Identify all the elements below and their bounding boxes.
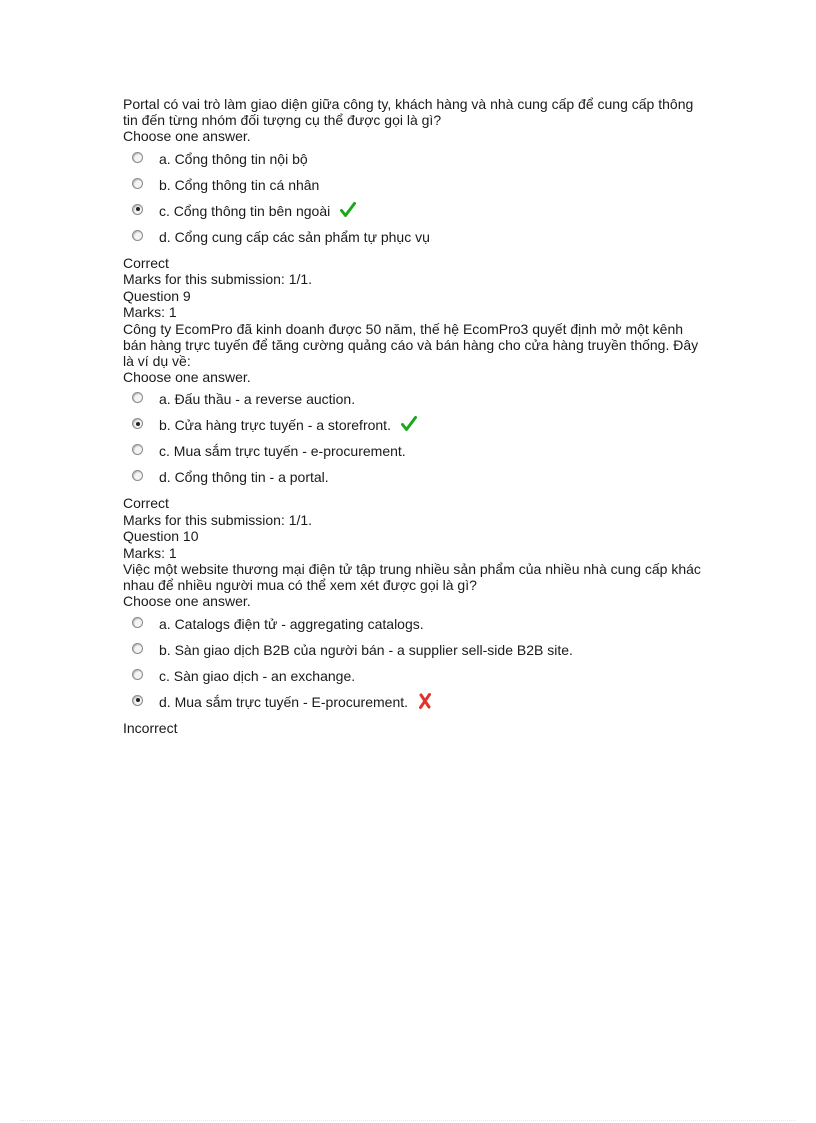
result-status: Correct <box>123 254 169 271</box>
question-8 <box>123 96 703 288</box>
answer-option-c[interactable] <box>123 441 703 467</box>
question-marks: Marks: 1 <box>123 304 177 320</box>
marks-submission: Marks for this submission: 1/1. <box>123 271 313 287</box>
check-icon <box>401 416 417 432</box>
choose-prompt: Choose one answer. <box>123 593 251 609</box>
radio-button-selected[interactable] <box>132 695 143 706</box>
check-icon <box>340 202 356 218</box>
radio-button[interactable] <box>132 444 143 455</box>
answer-label: b. Cửa hàng trực tuyến - a storefront. <box>159 417 391 433</box>
answer-option-c[interactable] <box>123 201 703 227</box>
answer-option-d[interactable] <box>123 467 703 493</box>
radio-button[interactable] <box>132 470 143 481</box>
answer-option-b[interactable] <box>123 415 703 441</box>
answer-label: b. Sàn giao dịch B2B của người bán - a supplier sell-side B2B site. <box>159 641 573 658</box>
page-bottom-divider <box>20 1120 796 1121</box>
radio-button[interactable] <box>132 669 143 680</box>
result-status: Incorrect <box>123 719 178 736</box>
answer-label: d. Cổng thông tin - a portal. <box>159 469 329 485</box>
answer-label: c. Mua sắm trực tuyến - e-procurement. <box>159 443 406 459</box>
question-marks: Marks: 1 <box>123 544 177 561</box>
answer-label: c. Sàn giao dịch - an exchange. <box>159 667 356 684</box>
answer-label: a. Catalogs điện tử - aggregating catalogs. <box>159 615 424 632</box>
answer-option-d[interactable] <box>123 692 703 718</box>
question-heading: Question 10 <box>123 528 199 544</box>
marks-submission: Marks for this submission: 1/1. <box>123 511 313 528</box>
radio-button[interactable] <box>132 152 143 163</box>
answer-list <box>123 149 703 253</box>
answer-option-b[interactable] <box>123 640 703 666</box>
answer-option-a[interactable] <box>123 614 703 640</box>
answer-label: d. Mua sắm trực tuyến - E-procurement. <box>159 693 409 710</box>
radio-button[interactable] <box>132 230 143 241</box>
answer-option-b[interactable] <box>123 175 703 201</box>
answer-label: d. Cổng cung cấp các sản phẩm tự phục vụ <box>159 228 430 245</box>
answer-label: a. Cổng thông tin nội bộ <box>159 150 308 167</box>
question-heading: Question 9 <box>123 287 191 304</box>
choose-prompt: Choose one answer. <box>123 368 251 385</box>
cross-icon <box>418 693 432 709</box>
radio-button[interactable] <box>132 392 143 403</box>
answer-list <box>123 614 703 718</box>
result-status: Correct <box>123 495 169 511</box>
answer-option-a[interactable] <box>123 149 703 175</box>
radio-button[interactable] <box>132 178 143 189</box>
answer-option-d[interactable] <box>123 227 703 253</box>
radio-button-selected[interactable] <box>132 418 143 429</box>
answer-label: b. Cổng thông tin cá nhân <box>159 176 320 193</box>
question-10 <box>123 528 703 736</box>
question-text: Portal có vai trò làm giao diện giữa công ty, khách hàng và nhà cung cấp để cung cấp thông tin đến từng nhóm đối tượng cụ thể được gọi là gì? <box>123 96 694 128</box>
answer-label: a. Đấu thầu - a reverse auction. <box>159 391 356 407</box>
quiz-review <box>123 96 703 736</box>
answer-option-c[interactable] <box>123 666 703 692</box>
answer-list <box>123 389 703 493</box>
radio-button-selected[interactable] <box>132 204 143 215</box>
question-text: Công ty EcomPro đã kinh doanh được 50 năm, thế hệ EcomPro3 quyết định mở một kênh bán hàng trực tuyến để tăng cường quảng cáo và bán hàng cho cửa hàng truyền thống. Đây là ví dụ về: <box>123 320 699 369</box>
question-text: Việc một website thương mại điện tử tập trung nhiều sản phẩm của nhiều nhà cung cấp khác nhau để nhiều người mua có thể xem xét được gọi là gì? <box>123 561 701 593</box>
radio-button[interactable] <box>132 617 143 628</box>
radio-button[interactable] <box>132 643 143 654</box>
question-9 <box>123 288 703 529</box>
answer-option-a[interactable] <box>123 389 703 415</box>
choose-prompt: Choose one answer. <box>123 128 251 144</box>
answer-label: c. Cổng thông tin bên ngoài <box>159 202 331 219</box>
